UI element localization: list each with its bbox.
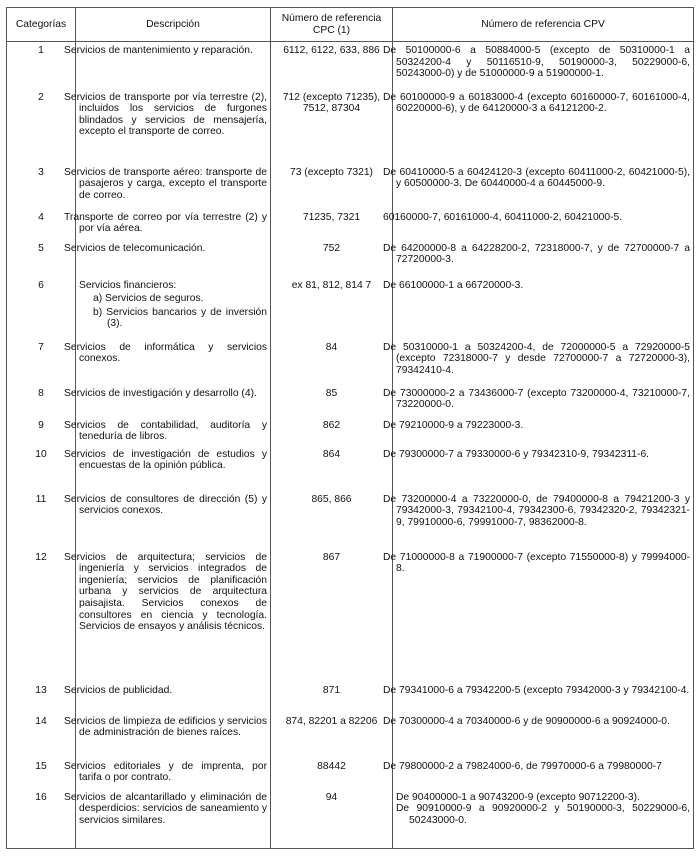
table-row — [7, 240, 694, 277]
category-description: Servicios de transporte por vía terrestre (2), incluidos los servicios de furgones blindados y servicios de mensajería, excepto el transporte de correo. — [76, 89, 271, 164]
cpc-reference: 6112, 6122, 633, 886 — [271, 42, 393, 89]
cpc-reference: 88442 — [271, 758, 393, 789]
table-row — [7, 164, 694, 209]
cpc-reference: 712 (excepto 71235), 7512, 87304 — [271, 89, 393, 164]
cpv-reference: De 66100000-1 a 66720000-3. — [393, 277, 694, 339]
cpv-reference-line: De 90400000-1 a 90743200-9 (excepto 90712200-3). — [396, 791, 640, 803]
cpc-reference: 874, 82201 a 82206 — [271, 713, 393, 758]
header-cpc: Número de referencia CPC (1) — [271, 8, 393, 42]
cpv-reference: De 73000000-2 a 73436000-7 (excepto 73200000-4, 73210000-7, 73220000-0. — [393, 385, 694, 417]
table-row — [7, 549, 694, 682]
category-number: 14 — [7, 713, 76, 758]
cpv-reference: De 70300000-4 a 70340000-6 y de 90900000-6 a 90924000-0. — [393, 713, 694, 758]
cpc-reference: 752 — [271, 240, 393, 277]
header-categorias: Categorías — [7, 8, 76, 42]
category-description: Servicios de publicidad. — [76, 682, 271, 713]
category-number: 10 — [7, 446, 76, 491]
category-number: 11 — [7, 491, 76, 549]
cpc-reference: 71235, 7321 — [271, 209, 393, 240]
category-description: Servicios de consultores de dirección (5) y servicios conexos. — [76, 491, 271, 549]
cpv-reference-line: De 90910000-9 a 90920000-2 y 50190000-3, 50229000-6, 50243000-0. — [396, 803, 690, 826]
cpv-reference: De 73200000-4 a 73220000-0, de 79400000-8 a 79421200-3 y 79342000-3, 79342100-4, 79342300-6, 79342320-2, 79342321-9, 79910000-6, 79991000-7, 98362000-8. — [393, 491, 694, 549]
category-description: Servicios editoriales y de imprenta, por tarifa o por contrato. — [76, 758, 271, 789]
category-number: 4 — [7, 209, 76, 240]
header-cpv: Número de referencia CPV — [393, 8, 694, 42]
category-number: 16 — [7, 789, 76, 849]
table-row — [7, 89, 694, 164]
cpc-reference: 867 — [271, 549, 393, 682]
category-description — [76, 277, 271, 339]
table-row — [7, 209, 694, 240]
cpc-reference: 94 — [271, 789, 393, 849]
table-row — [7, 789, 694, 849]
cpv-reference: De 60410000-5 a 60424120-3 (excepto 60411000-2, 60421000-5), y 60500000-3. De 60440000-4 a 60445000-9. — [393, 164, 694, 209]
cpv-reference: De 64200000-8 a 64228200-2, 72318000-7, y de 72700000-7 a 72720000-3. — [393, 240, 694, 277]
header-descripcion: Descripción — [76, 8, 271, 42]
category-number: 9 — [7, 417, 76, 446]
category-number: 13 — [7, 682, 76, 713]
category-description: Servicios de investigación y desarrollo (4). — [76, 385, 271, 417]
category-description: Transporte de correo por vía terrestre (2) y por vía aérea. — [76, 209, 271, 240]
cpv-reference: De 79300000-7 a 79330000-6 y 79342310-9, 79342311-6. — [393, 446, 694, 491]
cpc-reference: ex 81, 812, 814 7 — [271, 277, 393, 339]
category-number: 1 — [7, 42, 76, 89]
cpc-reference: 85 — [271, 385, 393, 417]
table-row — [7, 42, 694, 89]
header-row — [7, 8, 694, 42]
category-number: 8 — [7, 385, 76, 417]
table-row — [7, 682, 694, 713]
services-table — [6, 7, 694, 849]
category-description: Servicios de contabilidad, auditoría y teneduría de libros. — [76, 417, 271, 446]
category-number: 2 — [7, 89, 76, 164]
category-number: 7 — [7, 339, 76, 385]
category-description: Servicios de alcantarillado y eliminación de desperdicios: servicios de saneamiento y servicios similares. — [76, 789, 271, 849]
category-number: 3 — [7, 164, 76, 209]
cpv-reference: De 50310000-1 a 50324200-4, de 72000000-5 a 72920000-5 (excepto 72318000-7 y desde 72700000-7 a 72720000-3), 79342410-4. — [393, 339, 694, 385]
table-row — [7, 758, 694, 789]
category-description: Servicios de transporte aéreo: transporte de pasajeros y carga, excepto el transporte de correo. — [76, 164, 271, 209]
table-row — [7, 446, 694, 491]
category-description: Servicios de limpieza de edificios y servicios de administración de bienes raíces. — [76, 713, 271, 758]
category-description: Servicios de mantenimiento y reparación. — [76, 42, 271, 89]
table-row — [7, 713, 694, 758]
cpc-reference: 84 — [271, 339, 393, 385]
category-description: Servicios de arquitectura; servicios de ingeniería y servicios integrados de ingeniería; servicios de planificación urbana y servicios de arquitectura paisajista. Servicios conexos de consultores en ciencia y tecnología. Servicios de ensayos y análisis técnicos. — [76, 549, 271, 682]
subitem-b: b) Servicios bancarios y de inversión (3). — [93, 306, 267, 330]
cpv-reference: 60160000-7, 60161000-4, 60411000-2, 60421000-5. — [393, 209, 694, 240]
table-row — [7, 385, 694, 417]
cpv-reference — [393, 789, 694, 849]
cpv-reference: De 60100000-9 a 60183000-4 (excepto 60160000-7, 60161000-4, 60220000-6), y de 64120000-3 a 64121200-2. — [393, 89, 694, 164]
cpc-reference: 864 — [271, 446, 393, 491]
description-heading: Servicios financieros: — [79, 279, 177, 291]
category-description: Servicios de informática y servicios conexos. — [76, 339, 271, 385]
subitem-a: a) Servicios de seguros. — [93, 293, 204, 305]
table-row — [7, 339, 694, 385]
table-row — [7, 491, 694, 549]
category-number: 12 — [7, 549, 76, 682]
category-number: 6 — [7, 277, 76, 339]
table-row — [7, 277, 694, 339]
cpv-reference: De 79210000-9 a 79223000-3. — [393, 417, 694, 446]
cpv-reference: De 79800000-2 a 79824000-6, de 79970000-6 a 79980000-7 — [393, 758, 694, 789]
cpc-reference: 871 — [271, 682, 393, 713]
category-number: 15 — [7, 758, 76, 789]
cpv-reference: De 50100000-6 a 50884000-5 (excepto de 50310000-1 a 50324200-4 y 50116510-9, 50190000-3, 50229000-6, 50243000-0) y de 51000000-9 a 51900000-1. — [393, 42, 694, 89]
category-number: 5 — [7, 240, 76, 277]
category-description: Servicios de investigación de estudios y encuestas de la opinión pública. — [76, 446, 271, 491]
cpc-reference: 865, 866 — [271, 491, 393, 549]
cpv-reference: De 71000000-8 a 71900000-7 (excepto 71550000-8) y 79994000-8. — [393, 549, 694, 682]
cpc-reference: 73 (excepto 7321) — [271, 164, 393, 209]
cpv-reference: De 79341000-6 a 79342200-5 (excepto 79342000-3 y 79342100-4. — [393, 682, 694, 713]
table-row — [7, 417, 694, 446]
category-description: Servicios de telecomunicación. — [76, 240, 271, 277]
services-table-document — [6, 7, 694, 849]
cpc-reference: 862 — [271, 417, 393, 446]
